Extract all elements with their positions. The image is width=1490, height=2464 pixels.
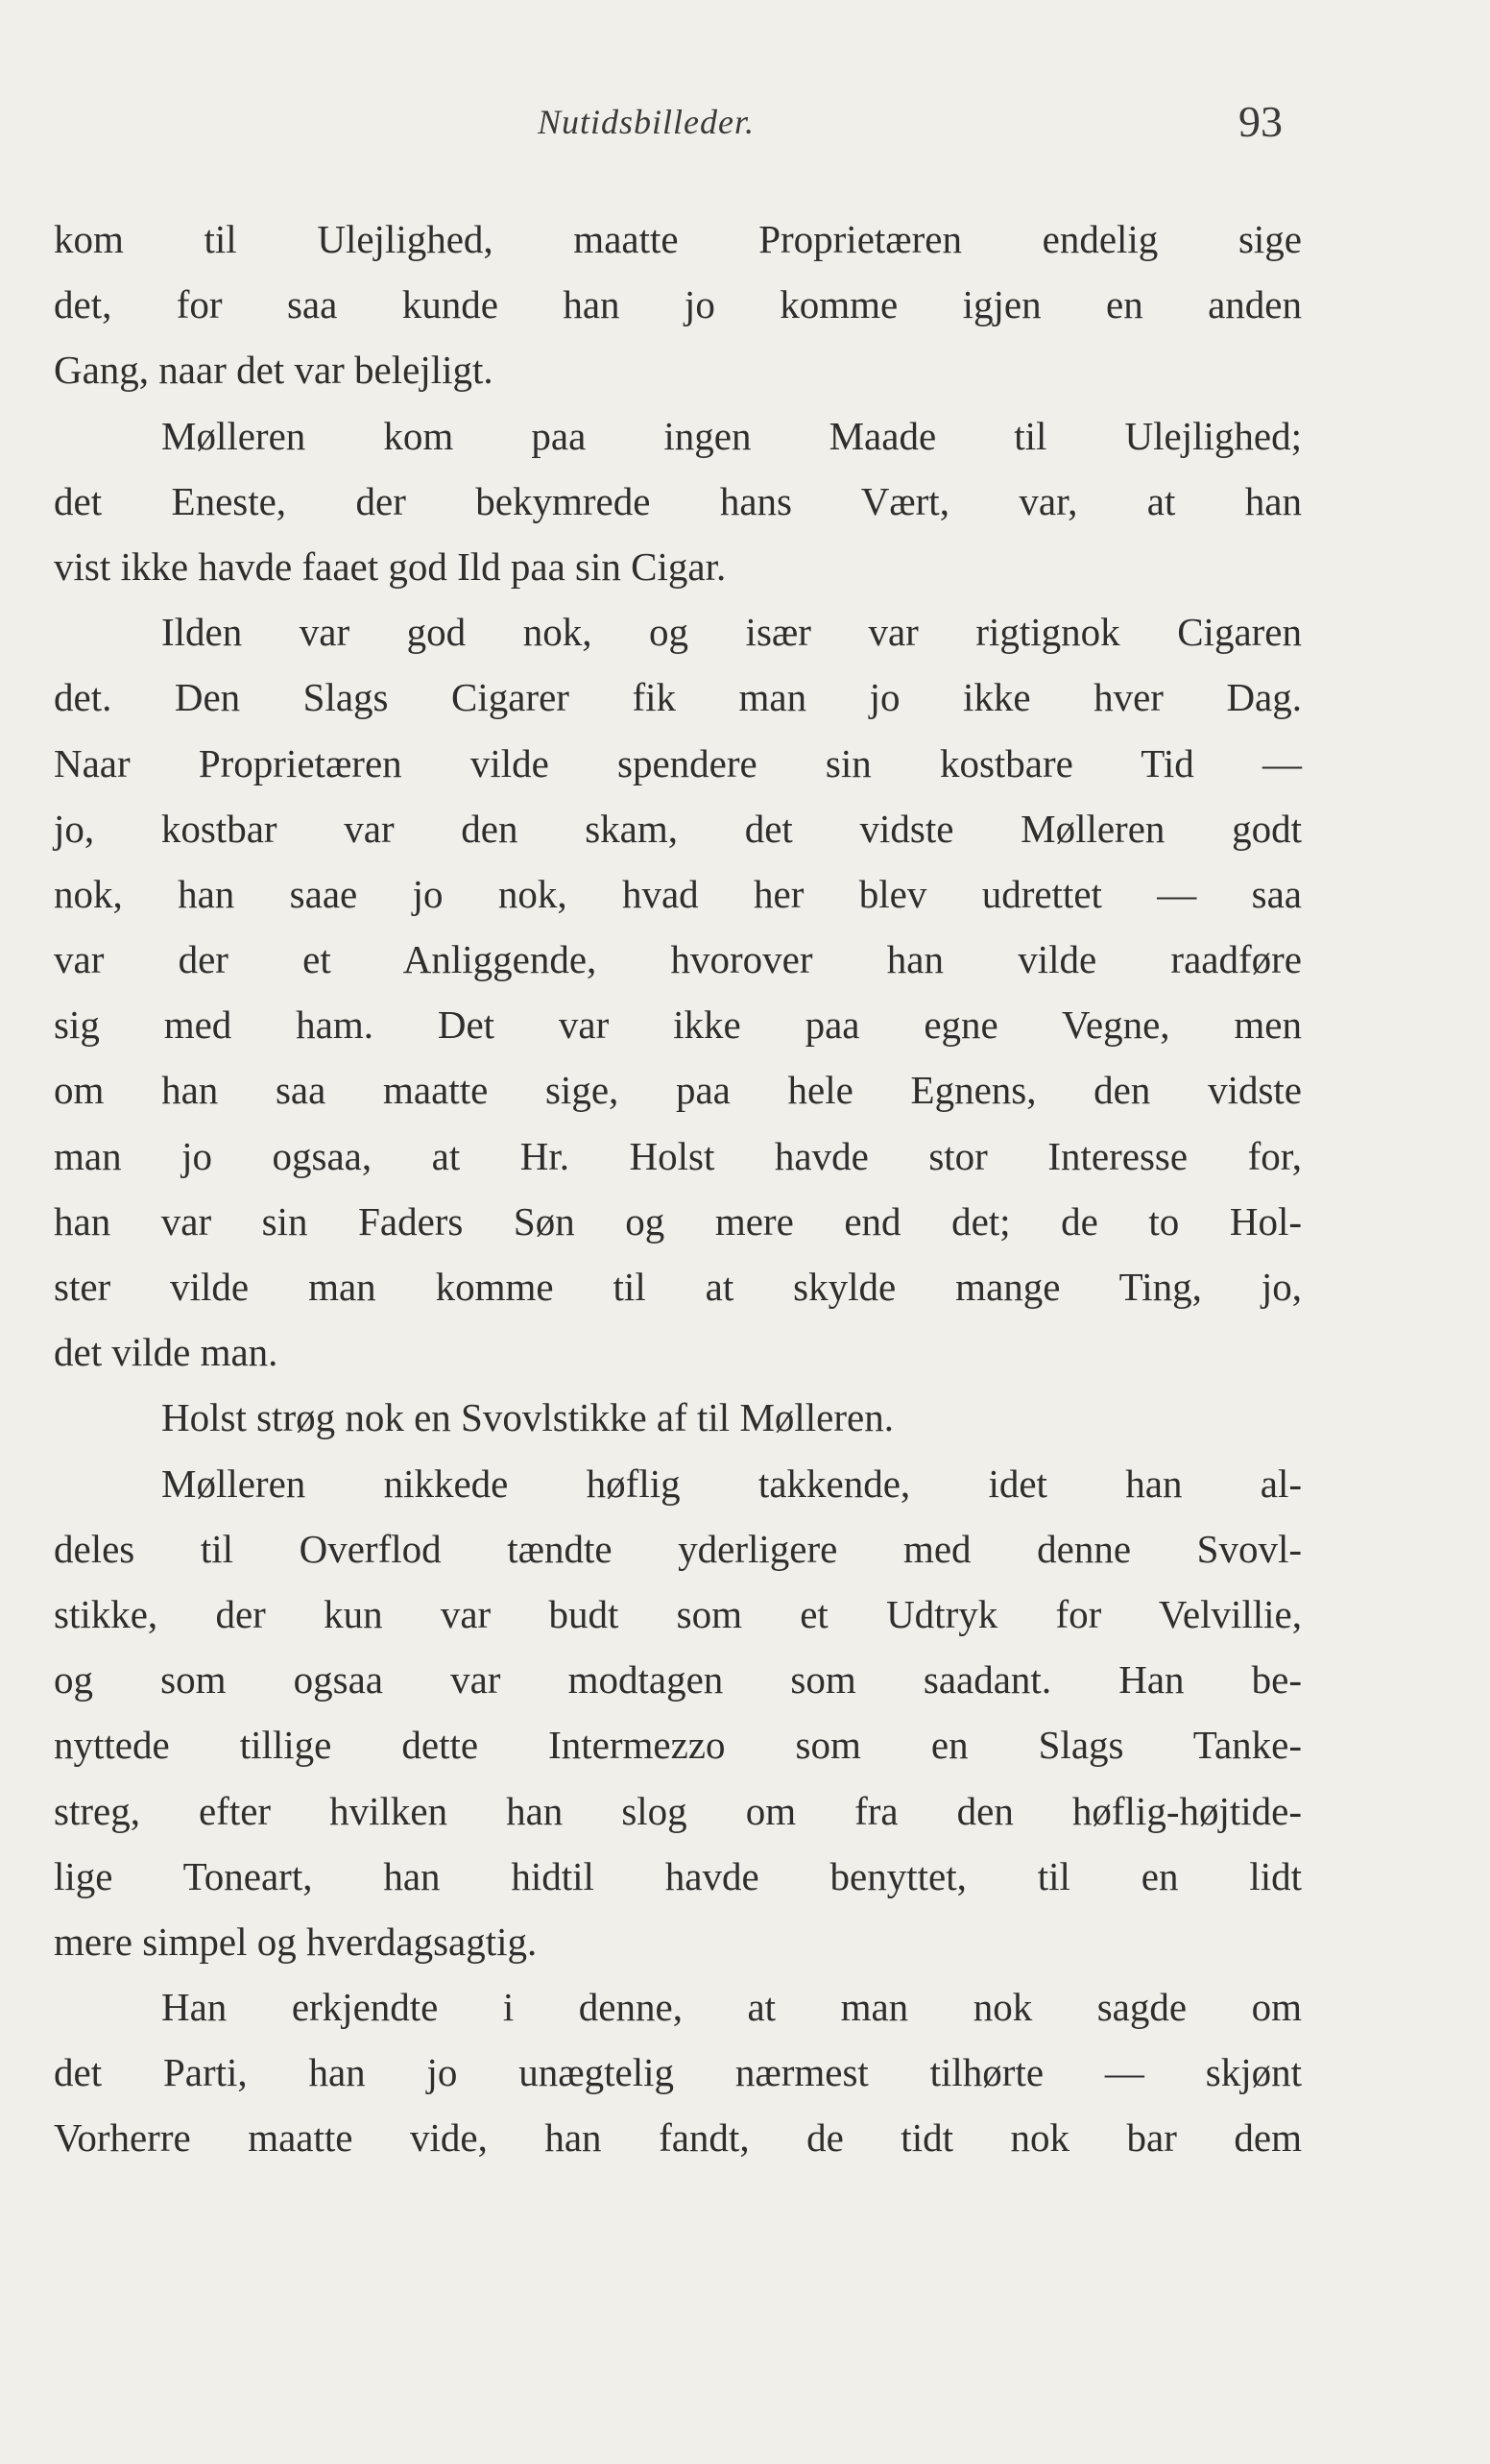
- text-line: stikke, der kun var budt som et Udtryk for Velvillie,: [54, 1591, 1302, 1636]
- paragraph-start-line: Mølleren kom paa ingen Maade til Ulejlighed;: [161, 413, 1302, 458]
- text-line: det Parti, han jo unægtelig nærmest tilhørte — skjønt: [54, 2050, 1302, 2095]
- text-line: sig med ham. Det var ikke paa egne Vegne, men: [54, 1003, 1302, 1048]
- text-line: jo, kostbar var den skam, det vidste Mølleren godt: [54, 806, 1302, 851]
- paragraph-start-line: Han erkjendte i denne, at man nok sagde om: [161, 1985, 1302, 2030]
- text-line: nyttede tillige dette Intermezzo som en Slags Tanke-: [54, 1723, 1302, 1768]
- text-line: nok, han saae jo nok, hvad her blev udrettet — saa: [54, 871, 1302, 916]
- text-line: og som ogsaa var modtagen som saadant. Han be-: [54, 1657, 1302, 1703]
- running-title: Nutidsbilleder.: [538, 103, 756, 141]
- text-line: deles til Overflod tændte yderligere med denne Svovl-: [54, 1526, 1302, 1571]
- running-head: [0, 96, 1490, 154]
- text-line: om han saa maatte sige, paa hele Egnens, den vidste: [54, 1068, 1302, 1113]
- text-line: man jo ogsaa, at Hr. Holst havde stor Interesse for,: [54, 1133, 1302, 1178]
- text-line: mere simpel og hverdagsagtig.: [54, 1919, 538, 1964]
- text-line: ster vilde man komme til at skylde mange Ting, jo,: [54, 1265, 1302, 1309]
- text-line: Naar Proprietæren vilde spendere sin kostbare Tid —: [54, 740, 1302, 785]
- text-line: det, for saa kunde han jo komme igjen en anden: [54, 282, 1302, 327]
- text-line: kom til Ulejlighed, maatte Proprietæren endelig sige: [54, 217, 1302, 261]
- body-text: [54, 206, 1302, 2171]
- paragraph-start-line: Holst strøg nok en Svovlstikke af til Mølleren.: [161, 1395, 894, 1440]
- paragraph-start-line: Ilden var god nok, og især var rigtignok Cigaren: [161, 610, 1302, 655]
- text-line: Gang, naar det var belejligt.: [54, 348, 493, 393]
- text-line: det vilde man.: [54, 1330, 278, 1375]
- text-line: det Eneste, der bekymrede hans Vært, var, at han: [54, 478, 1302, 523]
- text-line: var der et Anliggende, hvorover han vilde raadføre: [54, 937, 1302, 982]
- page-number: 93: [1238, 97, 1283, 146]
- paragraph-start-line: Mølleren nikkede høflig takkende, idet han al-: [161, 1461, 1302, 1506]
- text-line: det. Den Slags Cigarer fik man jo ikke hver Dag.: [54, 675, 1302, 720]
- text-line: Vorherre maatte vide, han fandt, de tidt nok bar dem: [54, 2115, 1302, 2161]
- text-line: vist ikke havde faaet god Ild paa sin Cigar.: [54, 544, 727, 589]
- text-line: streg, efter hvilken han slog om fra den høflig-højtide-: [54, 1788, 1302, 1833]
- text-line: lige Toneart, han hidtil havde benyttet, til en lidt: [54, 1853, 1302, 1898]
- text-line: han var sin Faders Søn og mere end det; de to Hol-: [54, 1198, 1302, 1244]
